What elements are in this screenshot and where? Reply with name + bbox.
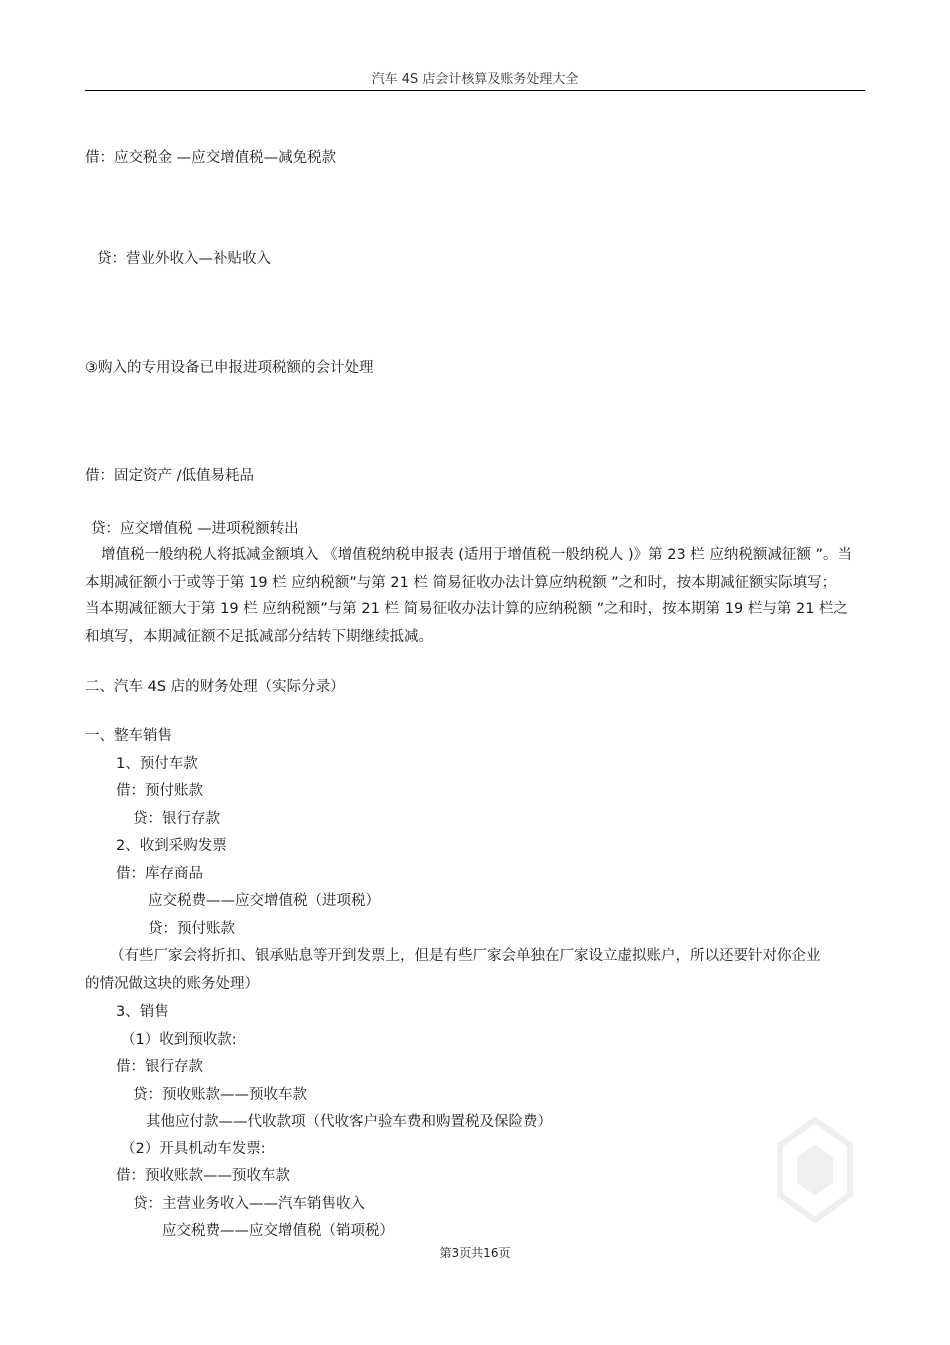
text-line: 3、销售 bbox=[116, 1004, 169, 1020]
watermark-icon bbox=[775, 1115, 855, 1225]
text-line: 贷：预收账款——预收车款 bbox=[133, 1087, 307, 1103]
text-line: 贷：银行存款 bbox=[133, 811, 220, 827]
header-rule bbox=[85, 90, 865, 91]
section-heading: 二、汽车 4S 店的财务处理（实际分录） bbox=[85, 679, 345, 695]
text-line: 借：库存商品 bbox=[116, 866, 203, 882]
text-line: 和填写，本期减征额不足抵减部分结转下期继续抵减。 bbox=[85, 629, 433, 645]
text-line: 贷：应交增值税 —进项税额转出 bbox=[91, 521, 299, 537]
text-line: 借：预付账款 bbox=[116, 783, 203, 799]
text-line: 应交税费——应交增值税（进项税） bbox=[148, 893, 380, 909]
text-line: 贷：主营业务收入——汽车销售收入 bbox=[133, 1196, 365, 1212]
text-line: 2、收到采购发票 bbox=[116, 838, 227, 854]
text-line: （1）收到预收款: bbox=[121, 1032, 237, 1048]
text-line: 贷：预付账款 bbox=[148, 921, 235, 937]
text-line: 当本期减征额大于第 19 栏 应纳税额”与第 21 栏 简易征收办法计算的应纳税额 ”之和时，按本期第 19 栏与第 21 栏之 bbox=[85, 601, 849, 617]
text-line: 的情况做这块的账务处理） bbox=[85, 976, 259, 992]
text-line: （有些厂家会将折扣、银承贴息等开到发票上，但是有些厂家会单独在厂家设立虚拟账户，所以还要针对你企业 bbox=[110, 948, 821, 964]
text-line: 借：固定资产 /低值易耗品 bbox=[85, 468, 254, 484]
page-number: 第3页共16页 bbox=[439, 1246, 511, 1260]
text-line: 其他应付款——代收款项（代收客户验车费和购置税及保险费） bbox=[146, 1114, 552, 1130]
text-line: （2）开具机动车发票: bbox=[121, 1141, 266, 1157]
section-heading: 一、整车销售 bbox=[85, 728, 172, 744]
text-line: 应交税费——应交增值税（销项税） bbox=[162, 1223, 394, 1239]
text-line: 借：预收账款——预收车款 bbox=[116, 1168, 290, 1184]
text-line: 增值税一般纳税人将抵减金额填入 《增值税纳税申报表 (适用于增值税一般纳税人 )》第 23 栏 应纳税额减征额 ”。当 bbox=[101, 547, 853, 563]
text-line: 1、预付车款 bbox=[116, 756, 198, 772]
text-line: 本期减征额小于或等于第 19 栏 应纳税额”与第 21 栏 简易征收办法计算应纳税额 ”之和时，按本期减征额实际填写； bbox=[85, 575, 837, 591]
page-header-title: 汽车 4S 店会计核算及账务处理大全 bbox=[371, 72, 579, 87]
text-line: 借：银行存款 bbox=[116, 1059, 203, 1075]
text-line: 贷：营业外收入—补贴收入 bbox=[97, 251, 271, 267]
text-line: ③购入的专用设备已申报进项税额的会计处理 bbox=[85, 360, 374, 376]
text-line: 借：应交税金 —应交增值税—减免税款 bbox=[85, 150, 337, 166]
